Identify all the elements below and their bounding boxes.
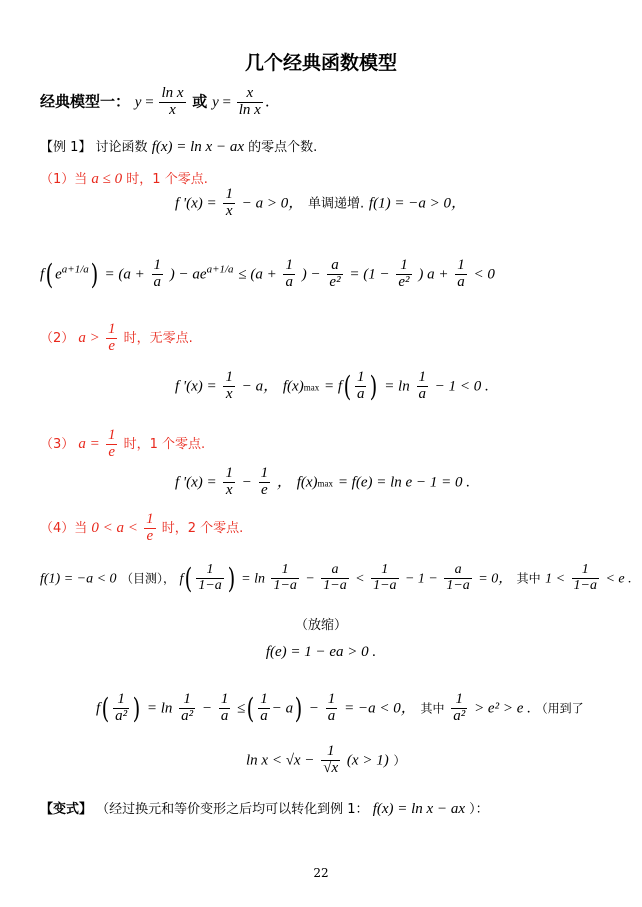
case-4-note: （放缩）	[294, 618, 347, 633]
case-4-line-4: ln x < √x − $\frac{1}{√x}$ (x > 1) ）	[246, 743, 406, 776]
variant-tag: 【变式】	[40, 802, 93, 817]
example-tag: 【例 1】	[40, 140, 92, 155]
case-1-eq-1: f '(x) = $\frac{1}{x}$ − a > 0， 单调递增. f(1) = −a > 0，	[175, 186, 466, 219]
case-4-line-3: f( $\frac{1}{\text{a²}}$ ) = ln $\frac{1}{\text{a²}}$ − $\frac{1}{a}$ ≤( $\frac{1}{a}$ − a) − $\frac{1}{a}$ = −a < 0， 其中 $\frac{1}{\text{a²}}$ > e² > e . （用到了	[96, 691, 584, 725]
example-1: 【例 1】 讨论函数 f(x) = ln x − ax 的零点个数.	[40, 139, 318, 155]
case-1-heading: （1）当 a ≤ 0 时，1 个零点.	[40, 171, 208, 187]
case-2-eq: f '(x) = $\frac{1}{x}$ − a， f(x)max = f( $\frac{1}{a}$ ) = ln $\frac{1}{a}$ − 1 < 0 .	[175, 369, 489, 403]
case-2-heading: （2） a > $\frac{1}{e}$ 时，无零点.	[40, 321, 193, 354]
case-3-eq: f '(x) = $\frac{1}{x}$ − $\frac{1}{e}$ ， f(x)max = f(e) = ln e − 1 = 0 .	[175, 465, 470, 498]
case-1-eq-2: f( $e^{a+1/a}) = (a$ + $\frac{1}{a}$ ) − $ae^{a+1/a} \le (a$ + $\frac{1}{a}$ ) − $\frac{a}{\text{e²}}$ = (1 − $\frac{1}{\text{e²}}$ ) a + $\frac{1}{a}$ < 0	[40, 257, 495, 291]
variant: 【变式】 （经过换元和等价变形之后均可以转化到例 1： f(x) = ln x − ax ）：	[40, 801, 489, 817]
example-function: f(x) = ln x − ax	[151, 139, 244, 155]
model-frac-2: $\frac{x}{\text{ln x}}$	[238, 85, 261, 118]
case-4-line-2: f(e) = 1 − ea > 0 .	[265, 644, 377, 660]
model-frac-1: $\frac{\text{ln x}}{x}$	[161, 85, 184, 118]
page-title: 几个经典函数模型	[244, 52, 397, 74]
page-number: 22	[313, 866, 329, 880]
model-heading: 经典模型一： y = $\frac{\text{ln x}}{x}$ 或 y = $\frac{x}{\text{ln x}}$ .	[40, 85, 270, 118]
case-4-heading: （4）当 0 < a < $\frac{1}{e}$ 时，2 个零点.	[40, 511, 244, 544]
case-4-line-1: f(1) = −a < 0 （目测）， f( $\frac{1}{1-a}$ ) = ln $\frac{1}{1-a}$ − $\frac{a}{1-a}$ < $\frac{1}{1-a}$ − 1 − $\frac{a}{1-a}$ = 0， 其中 1 < $\frac{1}{1-a}$ < e .	[40, 562, 632, 595]
model-label: 经典模型一：	[40, 92, 131, 111]
case-3-heading: （3） a = $\frac{1}{e}$ 时，1 个零点.	[40, 427, 206, 460]
